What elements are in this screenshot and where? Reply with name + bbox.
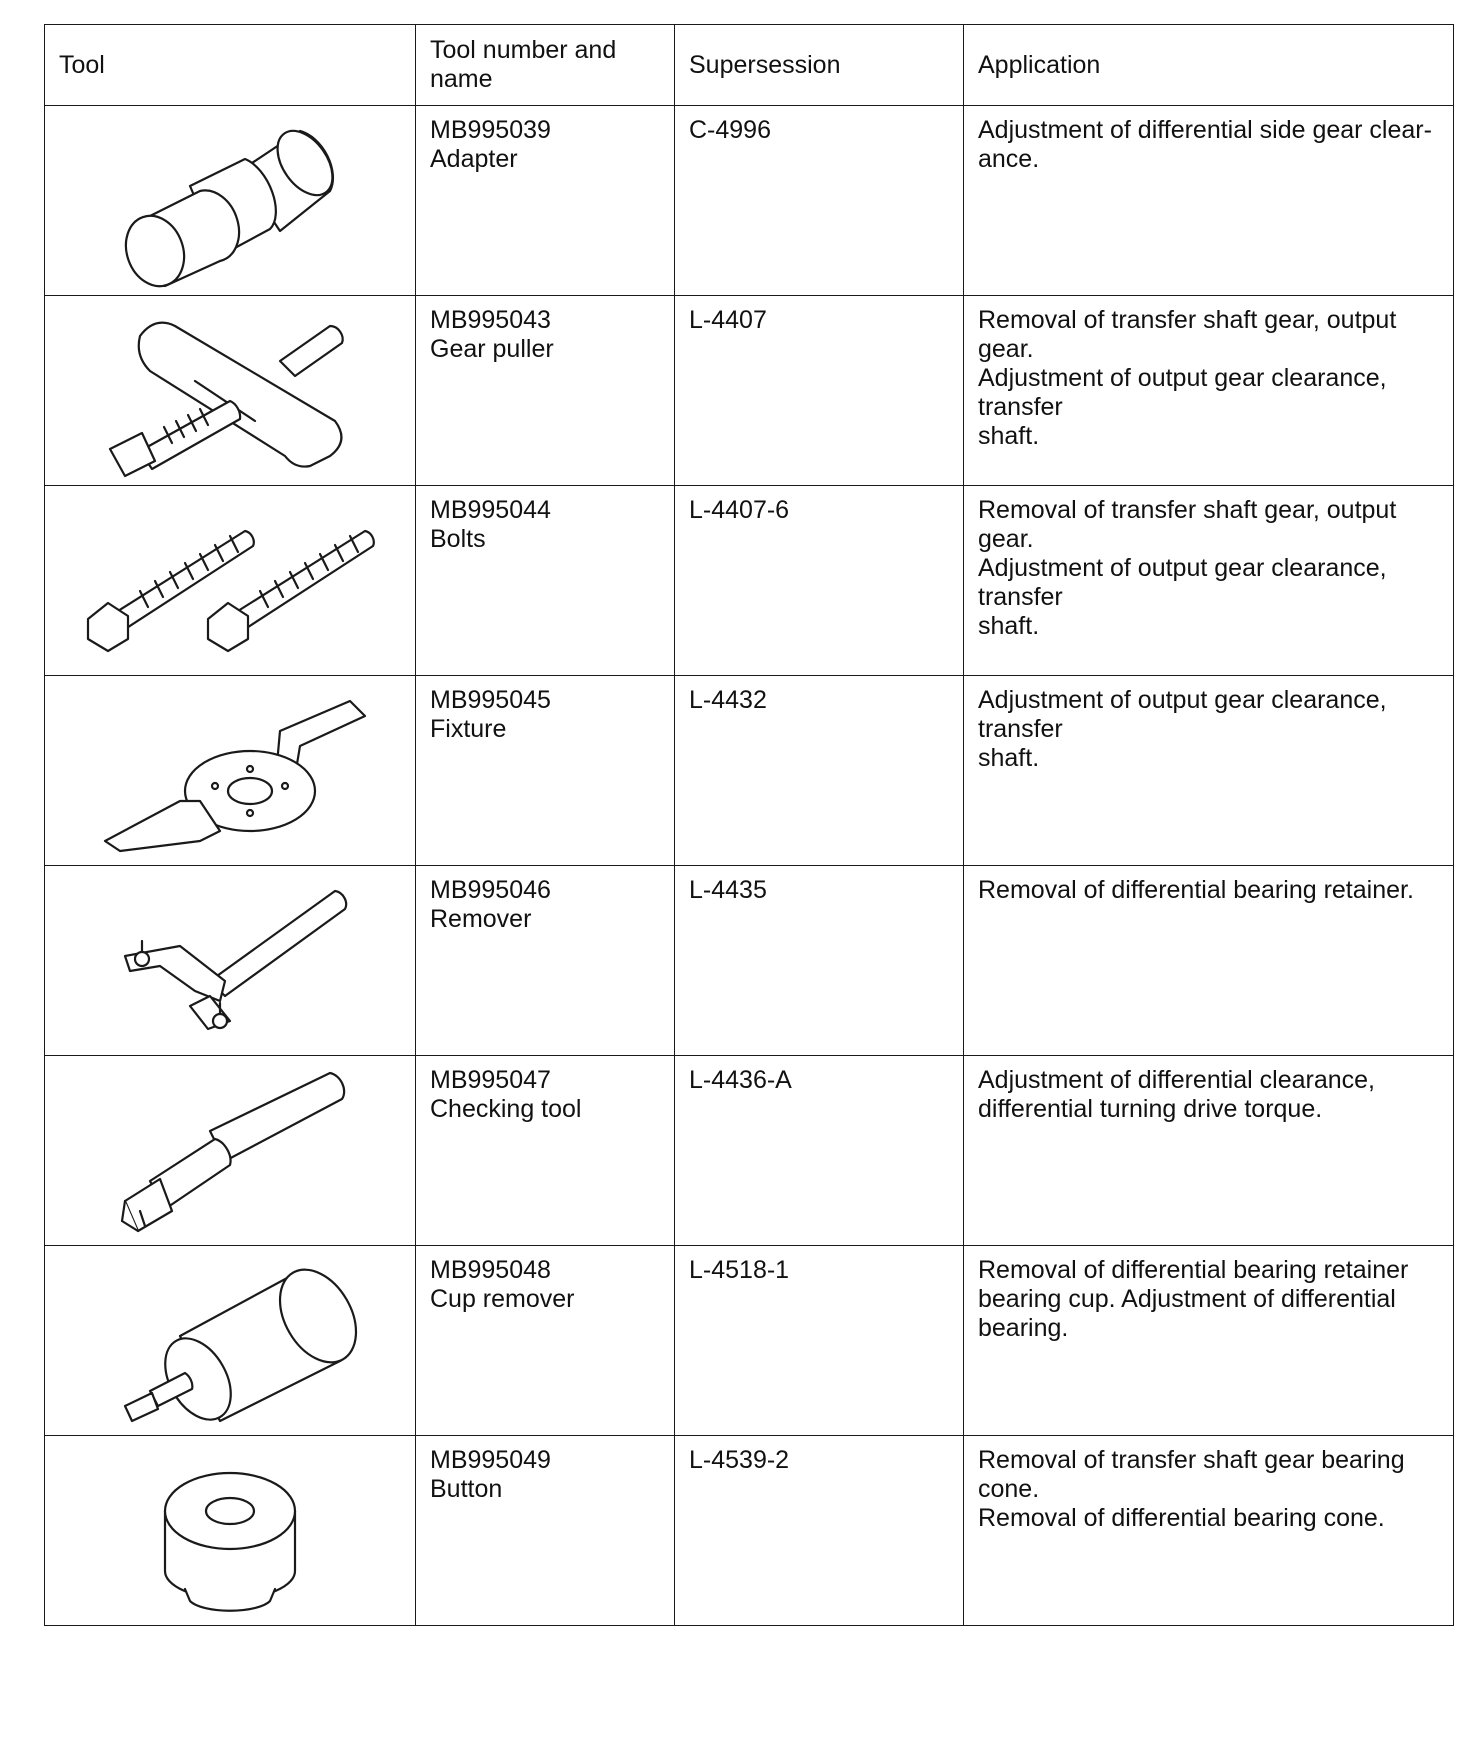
tool-number-name-cell: [416, 1246, 675, 1436]
tool-name: Remover: [430, 905, 532, 933]
tool-name: Gear puller: [430, 335, 554, 363]
tool-number: MB995045: [430, 686, 551, 714]
tool-number: MB995039: [430, 116, 551, 144]
application-cell: [964, 296, 1454, 486]
tool-number-name-cell: [416, 486, 675, 676]
application-line: Removal of transfer shaft gear, output gear.: [978, 496, 1397, 553]
application-line: bearing cup. Adjustment of differential bearing.: [978, 1285, 1396, 1342]
application-line: Adjustment of differential side gear clear-: [978, 116, 1432, 144]
table-row: [45, 1056, 1454, 1246]
application-cell: [964, 866, 1454, 1056]
application-line: Adjustment of output gear clearance, transfer: [978, 364, 1387, 421]
application-line: Removal of transfer shaft gear bearing cone.: [978, 1446, 1405, 1503]
application-line: Adjustment of output gear clearance, transfer: [978, 686, 1387, 743]
tool-image-cell: [45, 296, 416, 486]
table-row: [45, 866, 1454, 1056]
tool-number-name-cell: [416, 296, 675, 486]
supersession-cell: L-4435: [675, 866, 964, 1056]
tool-image-cell: [45, 486, 416, 676]
tool-number: MB995048: [430, 1256, 551, 1284]
supersession-cell: L-4539-2: [675, 1436, 964, 1626]
tool-image-cell: [45, 866, 416, 1056]
cup-remover-icon: [80, 1251, 380, 1431]
application-cell: [964, 486, 1454, 676]
tool-image-cell: [45, 1436, 416, 1626]
tool-image-cell: [45, 1246, 416, 1436]
tool-name: Checking tool: [430, 1095, 582, 1123]
adapter-icon: [80, 111, 380, 291]
gear-puller-icon: [80, 301, 380, 481]
tool-image-cell: [45, 676, 416, 866]
supersession-cell: L-4407: [675, 296, 964, 486]
header-row: [45, 25, 1454, 106]
application-line: ance.: [978, 145, 1040, 173]
tool-number: MB995044: [430, 496, 551, 524]
tool-name: Button: [430, 1475, 503, 1503]
header-number-name: Tool number and name: [416, 25, 675, 106]
header-tool: Tool: [45, 25, 416, 106]
fixture-icon: [80, 681, 380, 861]
tool-number: MB995043: [430, 306, 551, 334]
application-line: differential turning drive torque.: [978, 1095, 1323, 1123]
tool-number: MB995049: [430, 1446, 551, 1474]
application-line: Removal of differential bearing retainer: [978, 1256, 1409, 1284]
tool-number: MB995046: [430, 876, 551, 904]
tool-number-name-cell: [416, 106, 675, 296]
application-line: Removal of differential bearing cone.: [978, 1504, 1385, 1532]
tool-number-name-cell: [416, 1436, 675, 1626]
application-cell: [964, 1436, 1454, 1626]
special-tools-table: [44, 24, 1454, 1626]
tool-number-name-cell: [416, 866, 675, 1056]
supersession-cell: L-4432: [675, 676, 964, 866]
table-row: [45, 1246, 1454, 1436]
table-row: [45, 106, 1454, 296]
tool-name: Cup remover: [430, 1285, 575, 1313]
application-cell: [964, 1056, 1454, 1246]
table-row: [45, 486, 1454, 676]
application-cell: [964, 1246, 1454, 1436]
header-application: Application: [964, 25, 1454, 106]
table-row: [45, 296, 1454, 486]
supersession-cell: L-4518-1: [675, 1246, 964, 1436]
tool-name: Bolts: [430, 525, 486, 553]
application-line: shaft.: [978, 612, 1040, 640]
supersession-cell: C-4996: [675, 106, 964, 296]
application-cell: [964, 676, 1454, 866]
application-line: shaft.: [978, 422, 1040, 450]
tool-image-cell: [45, 1056, 416, 1246]
tool-name: Fixture: [430, 715, 507, 743]
supersession-cell: L-4407-6: [675, 486, 964, 676]
application-line: Removal of differential bearing retainer.: [978, 876, 1414, 904]
table-row: [45, 676, 1454, 866]
application-line: shaft.: [978, 744, 1040, 772]
application-line: Removal of transfer shaft gear, output gear.: [978, 306, 1397, 363]
application-line: Adjustment of output gear clearance, transfer: [978, 554, 1387, 611]
bolts-icon: [70, 491, 390, 671]
application-line: Adjustment of differential clearance,: [978, 1066, 1375, 1094]
table-row: [45, 1436, 1454, 1626]
tool-number: MB995047: [430, 1066, 551, 1094]
supersession-cell: L-4436-A: [675, 1056, 964, 1246]
button-icon: [80, 1441, 380, 1621]
tool-name: Adapter: [430, 145, 518, 173]
header-supersession: Supersession: [675, 25, 964, 106]
application-cell: [964, 106, 1454, 296]
checking-tool-icon: [80, 1061, 380, 1241]
tool-number-name-cell: [416, 1056, 675, 1246]
remover-icon: [80, 871, 380, 1051]
tool-number-name-cell: [416, 676, 675, 866]
tool-image-cell: [45, 106, 416, 296]
